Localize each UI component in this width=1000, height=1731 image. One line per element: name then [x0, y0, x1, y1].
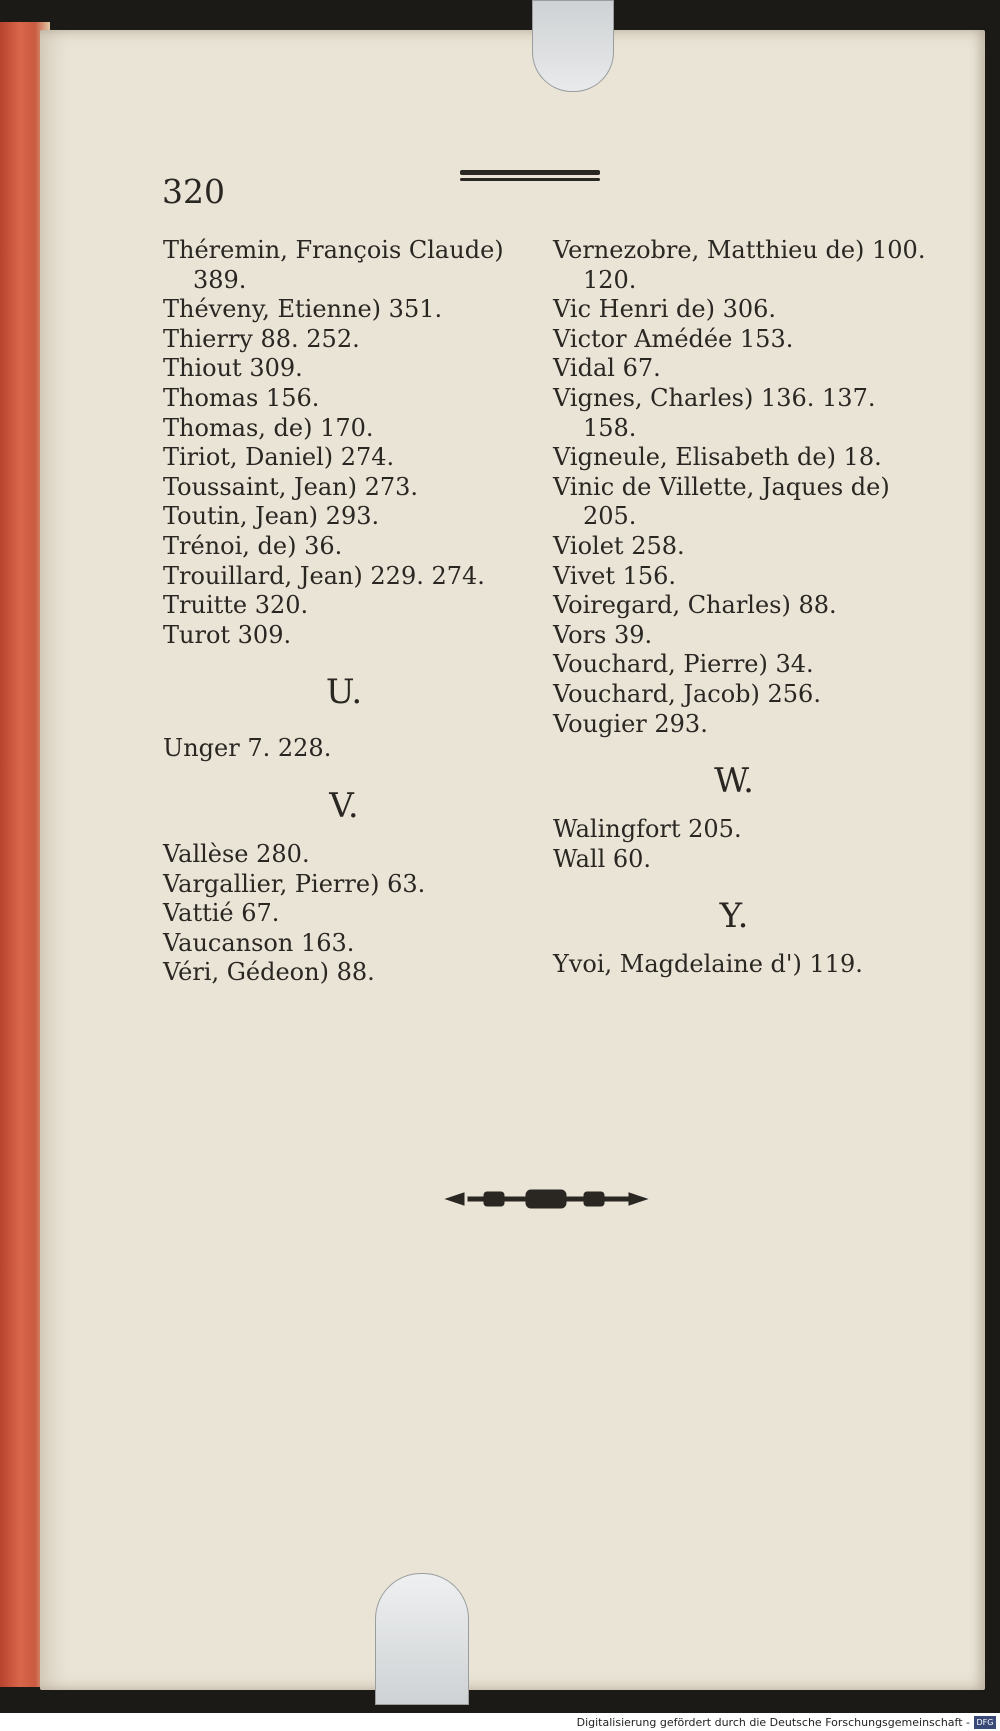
index-entry: Vic Henri de) 306.	[553, 295, 777, 324]
dfg-logo: DFG	[974, 1716, 996, 1729]
index-column-left	[163, 236, 525, 988]
index-entry: Vallèse 280.	[163, 839, 310, 868]
index-entry: Wall 60.	[553, 844, 652, 873]
index-entry: Vernezobre, Matthieu de) 100.	[553, 236, 926, 264]
spacer	[163, 764, 525, 786]
index-entry: Vougier 293.	[553, 709, 708, 738]
index-entry: Vidal 67.	[553, 354, 661, 383]
index-entry: Turot 309.	[163, 620, 292, 649]
index-entry: Théremin, François Claude)	[163, 236, 504, 264]
index-entry: Voiregard, Charles) 88.	[553, 591, 837, 620]
index-entry: Toussaint, Jean) 273.	[163, 472, 419, 501]
index-entry-continuation: 389.	[193, 265, 247, 294]
index-entry: Yvoi, Magdelaine d') 119.	[553, 950, 863, 979]
spacer	[163, 712, 525, 734]
page-number: 320	[162, 172, 225, 211]
index-entry: Thomas, de) 170.	[163, 413, 374, 442]
section-letter-heading: U.	[325, 672, 363, 713]
page-clip-top	[532, 0, 614, 92]
index-entry: Thierry 88. 252.	[163, 324, 360, 353]
index-entry: Véri, Gédeon) 88.	[163, 958, 375, 987]
index-entry: Violet 258.	[553, 531, 685, 560]
section-letter-heading: Y.	[719, 896, 749, 937]
index-entry: Unger 7. 228.	[163, 734, 332, 763]
index-entry-continuation: 205.	[583, 502, 637, 531]
index-entry-continuation: 158.	[583, 413, 637, 442]
footer-bar	[0, 1713, 1000, 1731]
index-entry-continuation: 120.	[583, 265, 637, 294]
index-entry: Toutin, Jean) 293.	[163, 502, 380, 531]
index-entry: Vivet 156.	[553, 561, 677, 590]
index-entry: Vors 39.	[553, 620, 653, 649]
index-entry: Vargallier, Pierre) 63.	[163, 869, 426, 898]
index-entry: Truitte 320.	[163, 591, 309, 620]
index-column-right	[553, 236, 926, 980]
spacer	[553, 739, 915, 761]
index-entry: Trouillard, Jean) 229. 274.	[163, 561, 485, 590]
header-rule	[460, 170, 600, 184]
page-clip-bottom	[375, 1573, 469, 1705]
index-entry: Vigneule, Elisabeth de) 18.	[553, 443, 882, 472]
spacer	[163, 650, 525, 672]
section-letter-heading: V.	[329, 785, 359, 826]
spacer	[553, 801, 915, 815]
index-entry: Thomas 156.	[163, 383, 320, 412]
index-entry: Vaucanson 163.	[163, 928, 355, 957]
index-entry: Vattié 67.	[163, 899, 280, 928]
spacer	[553, 936, 915, 950]
digitization-credit: Digitalisierung gefördert durch die Deutsche Forschungsgemeinschaft -	[576, 1716, 970, 1729]
spacer	[163, 826, 525, 840]
index-entry: Vinic de Villette, Jaques de)	[553, 472, 890, 501]
index-entry: Théveny, Etienne) 351.	[163, 295, 443, 324]
index-entry: Vouchard, Pierre) 34.	[553, 650, 814, 679]
index-entry: Vignes, Charles) 136. 137.	[553, 383, 876, 412]
index-entry: Victor Amédée 153.	[553, 324, 794, 353]
spacer	[553, 874, 915, 896]
section-letter-heading: W.	[714, 761, 754, 802]
index-entry: Thiout 309.	[163, 354, 303, 383]
index-entry: Walingfort 205.	[553, 815, 742, 844]
index-entry: Trénoi, de) 36.	[163, 531, 343, 560]
tailpiece-ornament	[444, 1188, 649, 1210]
index-entry: Vouchard, Jacob) 256.	[553, 679, 821, 708]
index-entry: Tiriot, Daniel) 274.	[163, 443, 395, 472]
